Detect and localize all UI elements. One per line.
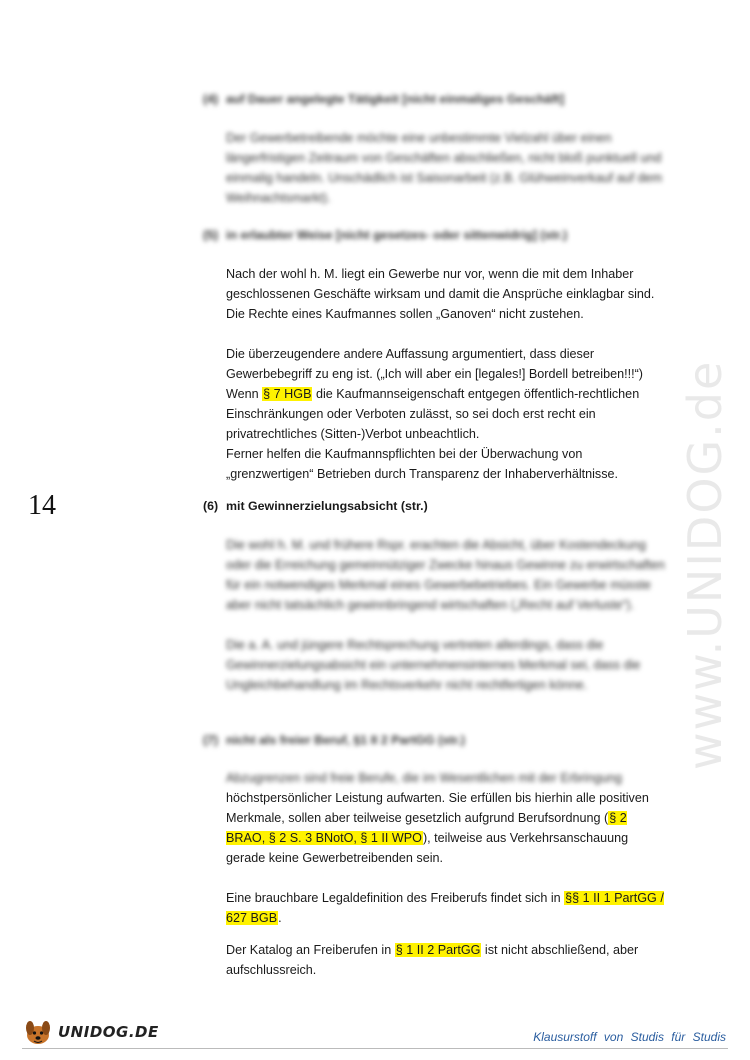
section-5-title: in erlaubter Weise [nicht gesetzes- oder sittenwidrig] (str.): [226, 228, 568, 242]
section-6-body: [226, 535, 666, 695]
section-5-body: [226, 264, 666, 484]
section-5-paragraph-2-text-b: die Kaufmannseigenschaft entgegen öffentlich-rechtlichen Einschränkungen oder Verboten zulässt, so sei doch erst recht ein privatrechtliches (Sitten-)Verbot unbeachtlich.: [226, 387, 640, 441]
watermark: www.UNIDOG.de: [678, 359, 732, 770]
section-7-paragraph-3: [226, 940, 666, 980]
section-7-paragraph-2: [226, 888, 666, 928]
law-reference-partgg-bgb: §§ 1 II 1 PartGG / 627 BGB: [226, 891, 664, 925]
section-7-paragraph-blurred-line: Abzugrenzen sind freie Berufe, die im Wesentlichen mit der Erbringung: [226, 771, 622, 785]
section-5-paragraph-2-text-a: Die überzeugendere andere Auffassung argumentiert, dass dieser Gewerbebegriff zu eng ist. („Ich will aber ein [legales!] Bordell betreiben!!!“) Wenn: [226, 347, 643, 401]
section-4-paragraph: Der Gewerbetreibende möchte eine unbestimmte Vielzahl über einen längerfristigen Zeitraum von Geschäften abschließen, nicht bloß punktuell und einmalig handeln. Unschädlich ist Saisonarbeit (z.B. Glühweinverkauf auf dem Weihnachtsmarkt).: [226, 131, 663, 205]
section-7-title: nicht als freier Beruf, §1 II 2 PartGG (str.): [226, 733, 465, 747]
law-reference-partgg: § 1 II 2 PartGG: [395, 943, 481, 957]
law-reference-hgb: § 7 HGB: [263, 387, 312, 401]
section-4-title: auf Dauer angelegte Tätigkeit [nicht einmaliges Geschäft]: [226, 92, 565, 106]
section-7-paragraph-3-text-a: Der Katalog an Freiberufen in: [226, 943, 395, 957]
section-7-heading: [203, 733, 465, 747]
section-4-body: [226, 128, 666, 208]
section-7-number: (7): [203, 733, 219, 747]
section-7-paragraph-1-text-b: ), teilweise aus Verkehrsanschauung gerade keine Gewerbetreibenden sein.: [226, 831, 629, 865]
section-5-heading: [203, 228, 567, 242]
section-6-heading: [203, 499, 428, 513]
section-6-paragraph-1: Die wohl h. M. und frühere Rspr. erachten die Absicht, über Kostendeckung oder die Erreichung gemeinnütziger Zwecke hinaus Gewinne zu erwirtschaften für ein notwendiges Merkmal eines Gewerbebetriebes. Ein Gewerbe müsste aber nicht tatsächlich gewinnbringend wirtschaften („Recht auf Verluste“).: [226, 538, 665, 612]
footer-divider: [22, 1048, 728, 1049]
section-6-title: mit Gewinnerzielungsabsicht (str.): [226, 499, 428, 513]
section-4-heading: [203, 92, 564, 106]
section-7-paragraph-2-text-a: Eine brauchbare Legaldefinition des Freiberufs findet sich in: [226, 891, 565, 905]
law-reference-brao-bnoto-wpo: § 2 BRAO, § 2 S. 3 BNotO, § 1 II WPO: [226, 811, 627, 845]
section-4-number: (4): [203, 92, 219, 106]
unidog-logo: [22, 1018, 159, 1046]
section-7-paragraph-2-text-b: .: [278, 911, 282, 925]
section-5-paragraph-1: Nach der wohl h. M. liegt ein Gewerbe nur vor, wenn die mit dem Inhaber geschlossenen Geschäfte wirksam und damit die Ansprüche einklagbar sind. Die Rechte eines Kaufmannes sollen „Ganoven“ nicht zustehen.: [226, 267, 655, 321]
page-number: 14: [28, 490, 56, 521]
section-7-body: [226, 768, 666, 980]
section-7-paragraph-3-text-b: ist nicht abschließend, aber aufschlussreich.: [226, 943, 639, 977]
section-7-paragraph-1-text-a: höchstpersönlicher Leistung aufwarten. Sie erfüllen bis hierhin alle positiven Merkmale, sollen aber teilweise gesetzlich aufgrund Berufsordnung (: [226, 791, 649, 825]
section-5-paragraph-3: Ferner helfen die Kaufmannspflichten bei der Überwachung von „grenzwertigen“ Betrieben durch Transparenz der Inhaberverhältnisse.: [226, 447, 619, 481]
logo-text: UNIDOG.DE: [58, 1023, 159, 1041]
section-6-number: (6): [203, 499, 219, 513]
section-6-paragraph-2: Die a. A. und jüngere Rechtsprechung vertreten allerdings, dass die Gewinnerzielungsabsicht ein unternehmensinternes Merkmal sei, dass die Ungleichbehandlung im Rechtsverkehr nicht rechtfertigen könne.: [226, 638, 641, 692]
section-5-paragraph-2: [226, 344, 666, 444]
section-5-number: (5): [203, 228, 219, 242]
section-7-paragraph-1: [226, 788, 666, 868]
footer-tagline: Klausurstoff von Studis für Studis: [533, 1030, 726, 1044]
dog-icon: [22, 1018, 54, 1046]
